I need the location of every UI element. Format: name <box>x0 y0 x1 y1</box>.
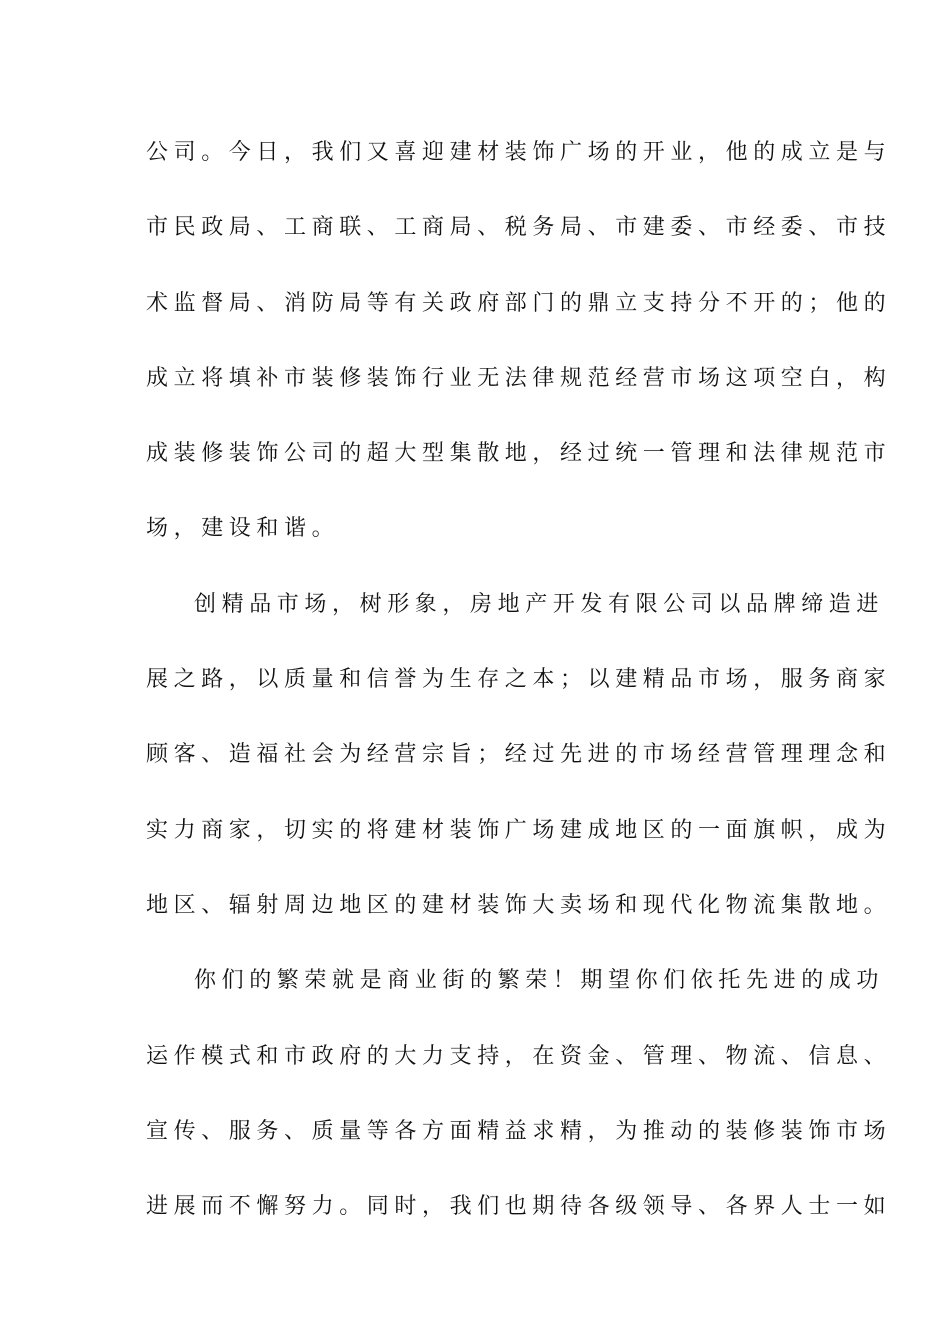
text-line: 展之路，以质量和信誉为生存之本；以建精品市场，服务商家 <box>146 667 892 693</box>
text-line-indented: 创精品市场，树形象，房地产开发有限公司以品牌缔造进 <box>194 591 885 617</box>
text-line: 成立将填补市装修装饰行业无法律规范经营市场这项空白，构 <box>146 365 892 391</box>
paragraph-1 <box>146 126 892 578</box>
body-text <box>146 126 892 1255</box>
text-line: 成装修装饰公司的超大型集散地，经过统一管理和法律规范市 <box>146 441 892 467</box>
text-line: 术监督局、消防局等有关政府部门的鼎立支持分不开的；他的 <box>146 290 892 316</box>
text-line: 市民政局、工商联、工商局、税务局、市建委、市经委、市技 <box>146 215 892 241</box>
text-line-indented: 你们的繁荣就是商业街的繁荣！期望你们依托先进的成功 <box>194 968 885 994</box>
text-line: 运作模式和市政府的大力支持，在资金、管理、物流、信息、 <box>146 1043 892 1069</box>
text-line: 场，建设和谐。 <box>146 516 340 542</box>
text-line: 宣传、服务、质量等各方面精益求精，为推动的装修装饰市场 <box>146 1118 892 1144</box>
paragraph-2 <box>146 578 892 954</box>
text-line: 顾客、造福社会为经营宗旨；经过先进的市场经营管理理念和 <box>146 742 892 768</box>
paragraph-3 <box>146 954 892 1255</box>
text-line: 进展而不懈努力。同时，我们也期待各级领导、各界人士一如 <box>146 1194 892 1220</box>
text-line: 公司。今日，我们又喜迎建材装饰广场的开业，他的成立是与 <box>146 140 892 165</box>
text-line: 实力商家，切实的将建材装饰广场建成地区的一面旗帜，成为 <box>146 817 892 843</box>
text-line: 地区、辐射周边地区的建材装饰大卖场和现代化物流集散地。 <box>146 892 892 918</box>
